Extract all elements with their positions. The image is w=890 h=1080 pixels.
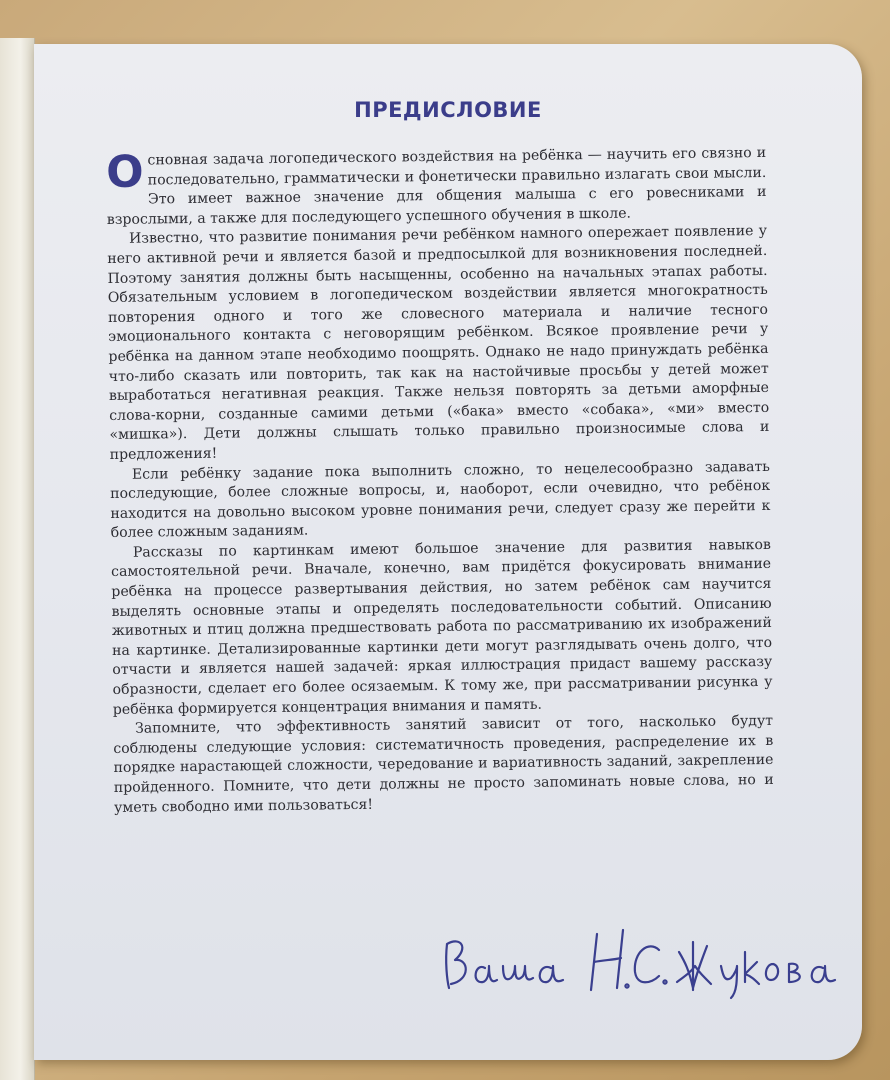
- body-text: [106, 144, 774, 818]
- paragraph-2: Известно, что развитие понимания речи ребёнком намного опережает появление у него активной речи и является базой и предпосылкой для возникновения последней. Поэтому занятия должны быть насыщенны, особенно на начальных этапах работы. Обязательным условием в логопедическом воздействии является многократность повторения одного и того же словесного материала и наличие тесного эмоционального контакта с неговорящим ребёнком. Всякое проявление речи у ребёнка на данном этапе необходимо поощрять. Однако не надо принуждать ребёнка что-либо сказать или повторить, так как на настойчивые просьбы у детей может выработаться негативная реакция. Также нельзя повторять за детьми аморфные слова-корни, созданные самими детьми («бака» вместо «собака», «ми» вместо «мишка»). Дети должны слышать только правильно произносимые слова и предложения!: [107, 223, 770, 463]
- paragraph-1-text: сновная задача логопедического воздействия на ребёнка — научить его связно и последовательно, грамматически и фонетически правильно излагать свои мысли. Это имеет важное значение для общения малыша с его ровесниками и взрослыми, а также для последующего успешного обучения в школе.: [106, 144, 767, 228]
- paragraph-3: Если ребёнку задание пока выполнить сложно, то нецелесообразно задавать последующие, более сложные вопросы, и, наоборот, если очевидно, что ребёнок находится на довольно высоком уровне понимания речи, следует сразу же перейти к более сложным заданиям.: [110, 458, 771, 542]
- page-title: ПРЕДИСЛОВИЕ: [354, 98, 542, 122]
- book-spine: [0, 38, 35, 1080]
- drop-cap: О: [105, 146, 144, 198]
- paragraph-1: [106, 144, 767, 230]
- handwritten-signature: [439, 922, 839, 1002]
- paragraph-4: Рассказы по картинкам имеют большое значение для развития навыков самостоятельной речи. Вначале, конечно, вам придётся фокусировать внимание ребёнка на процессе развертывания действия, но затем ребёнок сам научится выделять основные этапы и определять последовательности событий. Описанию животных и птиц должна предшествовать работа по рассматриванию их изображений на картинке. Детализированные картинки дети могут разглядывать очень долго, что отчасти и является нашей задачей: яркая иллюстрация придаст вашему рассказу образности, сделает его более осязаемым. К тому же, при рассматривании рисунка у ребёнка формируется концентрация внимания и память.: [111, 536, 773, 718]
- book-page: [34, 44, 862, 1060]
- paragraph-5: Запомните, что эффективность занятий зависит от того, насколько будут соблюдены следующие условия: систематичность проведения, распределение их в порядке нарастающей сложности, чередование и вариативность заданий, закрепление пройденного. Помните, что дети должны не просто запоминать новые слова, но и уметь свободно ими пользоваться!: [113, 713, 774, 816]
